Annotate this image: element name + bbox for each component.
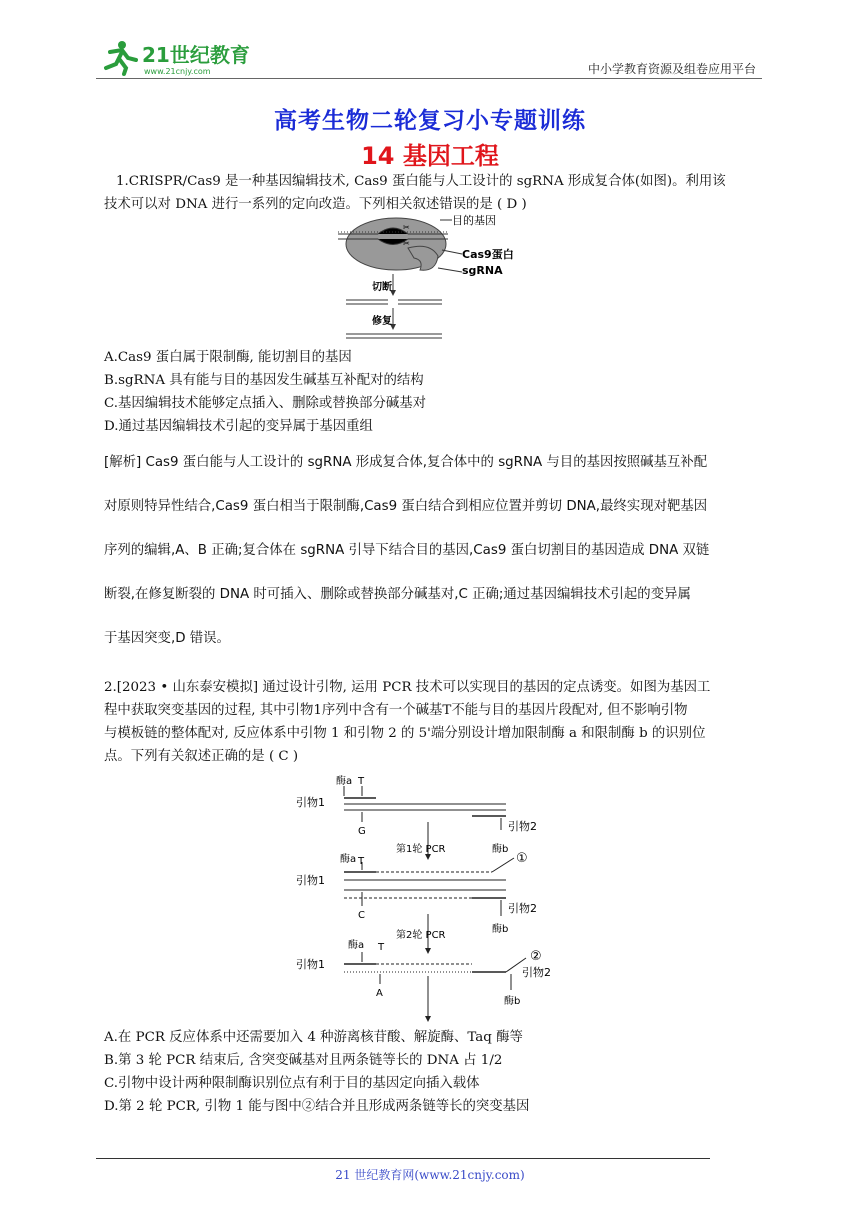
q1-analysis-line3: 序列的编辑,A、B 正确;复合体在 sgRNA 引导下结合目的基因,Cas9 蛋白切割目的基因造成 DNA 双链 — [104, 543, 710, 558]
label-mark2: ② — [530, 949, 542, 964]
q1-analysis-line4: 断裂,在修复断裂的 DNA 时可插入、删除或替换部分碱基对,C 正确;通过基因编辑技术引起的变异属 — [104, 587, 691, 602]
header-right-text: 中小学教育资源及组卷应用平台 — [587, 62, 756, 76]
label-base-a: A — [376, 988, 383, 999]
label-enzyme-a-r1: 酶a — [340, 854, 357, 865]
q2-option-b: B.第 3 轮 PCR 结束后, 含突变碱基对且两条链等长的 DNA 占 1/2 — [104, 1053, 503, 1068]
scissor-icon: ✂ — [403, 223, 410, 232]
q1-stem-line1: 1.CRISPR/Cas9 是一种基因编辑技术, Cas9 蛋白能与人工设计的 sgRNA 形成复合体(如图)。利用该 — [116, 174, 726, 189]
label-base-g: G — [358, 826, 366, 837]
label-base-t-r2: T — [378, 942, 385, 953]
q1-analysis — [104, 452, 764, 672]
q2-options — [104, 1026, 764, 1118]
q2-option-a: A.在 PCR 反应体系中还需要加入 4 种游离核苷酸、解旋酶、Taq 酶等 — [104, 1030, 523, 1045]
q2-stem-line2: 程中获取突变基因的过程, 其中引物1序列中含有一个碱基T不能与目的基因片段配对, 但不影响引物 — [104, 703, 688, 718]
q1-option-b: B.sgRNA 具有能与目的基因发生碱基互补配对的结构 — [104, 373, 424, 388]
label-primer2-r0: 引物2 — [508, 820, 537, 833]
label-cut: 切断 — [372, 282, 392, 293]
q1-option-a: A.Cas9 蛋白属于限制酶, 能切割目的基因 — [104, 350, 352, 365]
label-sgrna: sgRNA — [462, 264, 503, 277]
label-round2: 第2轮 PCR — [396, 930, 446, 941]
q2-stem — [104, 676, 764, 768]
label-base-c: C — [358, 910, 365, 921]
q2-stem-line4: 点。下列有关叙述正确的是 ( C ) — [104, 749, 299, 764]
label-cas9: Cas9蛋白 — [462, 248, 514, 261]
label-enzyme-a-r2: 酶a — [348, 940, 365, 951]
label-base-t-r1: T — [358, 856, 365, 867]
q1-analysis-line5: 于基因突变,D 错误。 — [104, 631, 230, 646]
logo-url: www.21cnjy.com — [144, 67, 211, 76]
page-subtitle: 14 基因工程 — [361, 142, 499, 170]
label-enzyme-b-r1: 酶b — [492, 924, 509, 935]
site-logo — [96, 38, 256, 78]
label-round1: 第1轮 PCR — [396, 844, 446, 855]
q1-analysis-line1: [解析] Cas9 蛋白能与人工设计的 sgRNA 形成复合体,复合体中的 sgRNA 与目的基因按照碱基互补配 — [104, 455, 708, 470]
label-base-t-r0: T — [358, 776, 365, 787]
runner-logo-icon — [106, 41, 136, 74]
label-primer2-r2: 引物2 — [522, 966, 551, 979]
q1-option-d: D.通过基因编辑技术引起的变异属于基因重组 — [104, 419, 373, 434]
label-primer2-r1: 引物2 — [508, 902, 537, 915]
q1-options — [104, 346, 764, 438]
q2-stem-line3: 与模板链的整体配对, 反应体系中引物 1 和引物 2 的 5'端分别设计增加限制酶 a 和限制酶 b 的识别位 — [104, 726, 706, 741]
q2-stem-line1: 2.[2023 • 山东泰安模拟] 通过设计引物, 运用 PCR 技术可以实现目的基因的定点诱变。如图为基因工 — [104, 680, 711, 695]
q2-option-c: C.引物中设计两种限制酶识别位点有利于目的基因定向插入载体 — [104, 1076, 480, 1091]
q2-option-d: D.第 2 轮 PCR, 引物 1 能与图中②结合并且形成两条链等长的突变基因 — [104, 1099, 530, 1114]
label-enzyme-b-r2: 酶b — [504, 996, 521, 1007]
q2-pcr-figure — [296, 772, 576, 1024]
q1-crispr-figure — [338, 212, 538, 344]
q1-stem — [104, 170, 764, 216]
label-mark1: ① — [516, 851, 528, 866]
label-primer1-r1: 引物1 — [296, 874, 325, 887]
footer-text: 21 世纪教育网(www.21cnjy.com) — [335, 1168, 525, 1182]
q1-option-c: C.基因编辑技术能够定点插入、删除或替换部分碱基对 — [104, 396, 427, 411]
q1-analysis-line2: 对原则特异性结合,Cas9 蛋白相当于限制酶,Cas9 蛋白结合到相应位置并剪切 DNA,最终实现对靶基因 — [104, 499, 708, 514]
page-title: 高考生物二轮复习小专题训练 — [274, 107, 586, 134]
logo-text: 21世纪教育 — [142, 43, 250, 67]
label-primer1-r0: 引物1 — [296, 796, 325, 809]
label-primer1-r2: 引物1 — [296, 958, 325, 971]
q1-stem-line2: 技术可以对 DNA 进行一系列的定向改造。下列相关叙述错误的是 ( D ) — [104, 197, 527, 212]
label-enzyme-b-r0: 酶b — [492, 844, 509, 855]
label-enzyme-a-r0: 酶a — [336, 776, 353, 787]
scissor-icon-2: ✂ — [403, 239, 410, 248]
footer-divider — [96, 1158, 710, 1159]
label-target-gene: 目的基因 — [452, 214, 496, 227]
header-divider — [96, 78, 762, 79]
label-repair: 修复 — [372, 316, 392, 327]
